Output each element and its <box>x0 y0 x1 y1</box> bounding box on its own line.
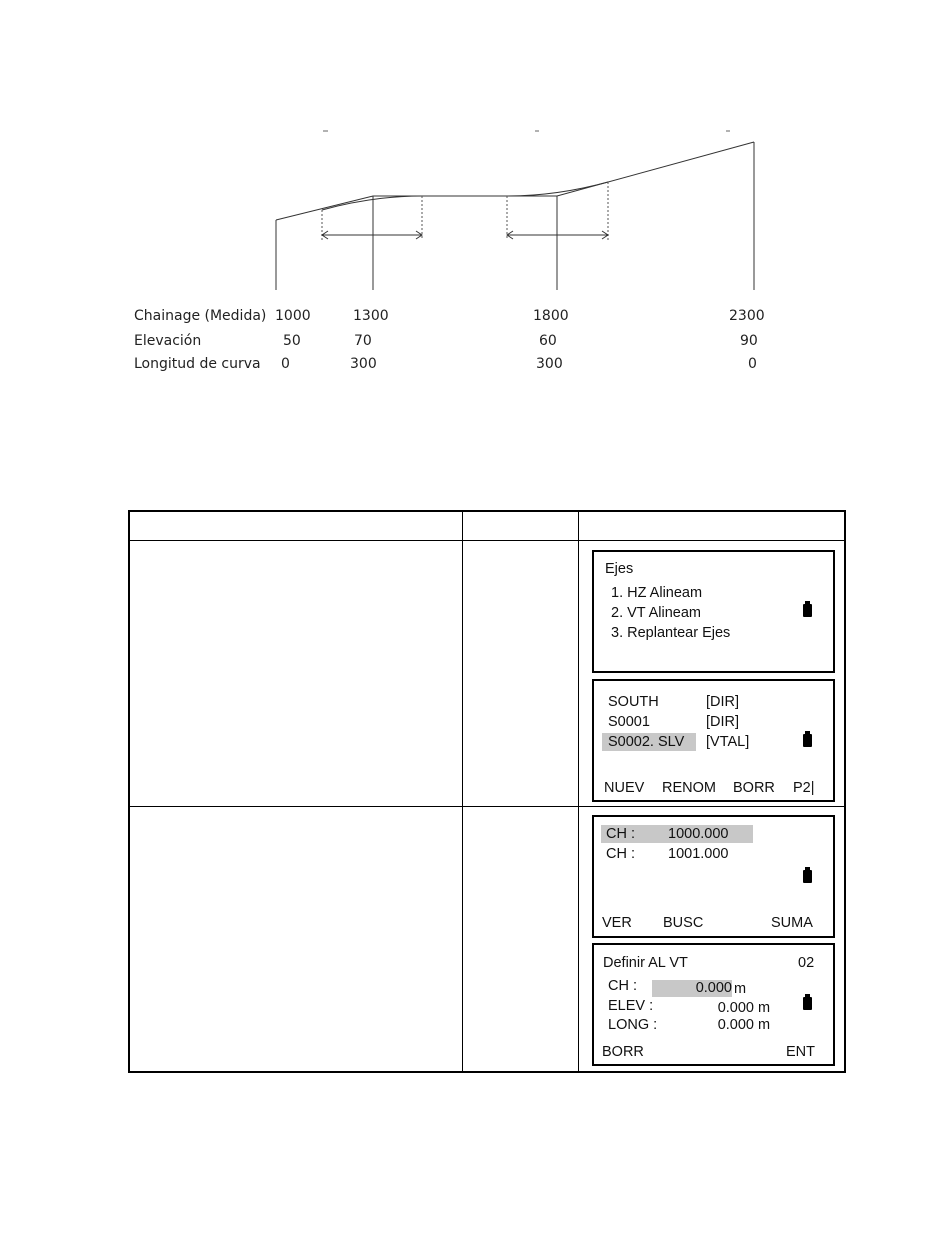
long-field-input[interactable]: 0.000 <box>717 1017 754 1033</box>
vertical-profile-diagram <box>0 0 950 400</box>
battery-icon <box>803 870 812 883</box>
softkey-view[interactable]: VER <box>602 915 632 931</box>
ch-field-input[interactable]: 0.000 <box>652 980 732 997</box>
curve-length-value: 300 <box>536 356 563 372</box>
screen-title: Definir AL VT <box>603 955 688 971</box>
elevation-value: 50 <box>283 333 301 349</box>
menu-item-vt-alignment[interactable]: 2. VT Alineam <box>611 605 702 621</box>
page-number: 02 <box>798 955 815 971</box>
file-type: [VTAL] <box>706 734 750 750</box>
ch-field-unit: m <box>734 981 747 997</box>
menu-item-stakeout-axes[interactable]: 3. Replantear Ejes <box>611 625 731 641</box>
chainage-value[interactable]: 1001.000 <box>668 846 729 862</box>
chainage-label: CH : <box>606 826 635 842</box>
softkey-add[interactable]: SUMA <box>771 915 813 931</box>
softkey-enter[interactable]: ENT <box>786 1044 815 1060</box>
chainage-row-label: Chainage (Medida) <box>134 308 267 324</box>
softkey-new[interactable]: NUEV <box>604 780 645 796</box>
elev-field-input[interactable]: 0.000 <box>717 1000 754 1016</box>
long-field-label: LONG : <box>608 1017 658 1033</box>
softkey-rename[interactable]: RENOM <box>662 780 716 796</box>
elevation-value: 70 <box>354 333 372 349</box>
screen-chainage-list <box>592 815 835 938</box>
column-divider <box>462 512 463 1071</box>
chainage-value: 1800 <box>533 308 569 324</box>
file-name[interactable]: SOUTH <box>608 694 659 710</box>
vertical-curve-2 <box>507 182 608 196</box>
chainage-value: 2300 <box>729 308 765 324</box>
chainage-label: CH : <box>606 846 635 862</box>
softkey-search[interactable]: BUSC <box>663 915 704 931</box>
file-type: [DIR] <box>706 694 740 710</box>
vertical-curve-1 <box>322 196 422 210</box>
long-field-unit: m <box>758 1017 771 1033</box>
chainage-value: 1000 <box>275 308 311 324</box>
row-divider <box>130 806 844 807</box>
curve-length-arrow-1 <box>322 231 422 239</box>
file-name-selected[interactable]: S0002. SLV <box>602 733 696 751</box>
screen-title: Ejes <box>605 561 634 577</box>
elev-field-label: ELEV : <box>608 998 654 1014</box>
battery-icon <box>803 997 812 1010</box>
file-name[interactable]: S0001 <box>608 714 650 730</box>
menu-item-hz-alignment[interactable]: 1. HZ Alineam <box>611 585 703 601</box>
elevation-row-label: Elevación <box>134 333 202 349</box>
softkey-delete[interactable]: BORR <box>602 1044 644 1060</box>
column-divider <box>578 512 579 1071</box>
curve-length-value: 300 <box>350 356 377 372</box>
curve-length-value: 0 <box>281 356 290 372</box>
file-type: [DIR] <box>706 714 740 730</box>
screen-file-list <box>592 679 835 802</box>
curve-length-value: 0 <box>748 356 757 372</box>
header-row-divider <box>130 540 844 541</box>
chainage-value-selected[interactable]: 1000.000 <box>668 826 729 842</box>
procedure-table <box>128 510 846 1073</box>
elev-field-unit: m <box>758 1000 771 1016</box>
softkey-delete[interactable]: BORR <box>733 780 775 796</box>
curve-length-row-label: Longitud de curva <box>134 356 261 372</box>
chainage-value: 1300 <box>353 308 389 324</box>
elevation-value: 90 <box>740 333 758 349</box>
battery-icon <box>803 734 812 747</box>
softkey-page-2[interactable]: P2| <box>793 780 815 796</box>
profile-tangent-line <box>276 142 754 220</box>
ch-field-label: CH : <box>608 978 637 994</box>
screen-axes-menu <box>592 550 835 673</box>
elevation-value: 60 <box>539 333 557 349</box>
battery-icon <box>803 604 812 617</box>
screen-define-vt <box>592 943 835 1066</box>
